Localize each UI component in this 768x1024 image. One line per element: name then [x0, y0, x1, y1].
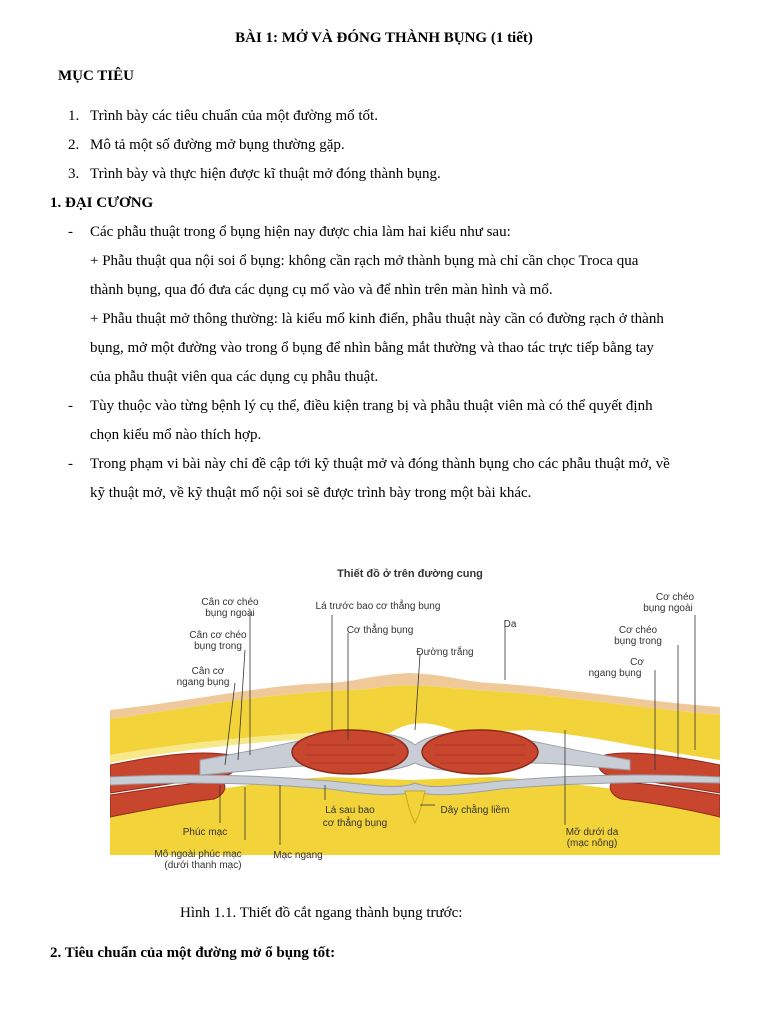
diagram-label: Cân cơ chéo — [189, 630, 247, 641]
right-rectus-muscle — [422, 730, 538, 774]
diagram-label: Đường trắng — [416, 647, 474, 658]
section2-heading: 2. Tiêu chuẩn của một đường mở ổ bụng tốt: — [50, 945, 336, 961]
diagram-label: Cân cơ — [191, 666, 225, 677]
paragraph-line: kỹ thuật mở, về kỹ thuật mổ nội soi sẽ được trình bày trong một bài khác. — [90, 485, 532, 501]
objectives-heading: MỤC TIÊU — [58, 68, 134, 84]
diagram-label: Lá sau bao — [325, 805, 375, 816]
diagram-label: Lá trước bao cơ thẳng bụng — [315, 601, 441, 612]
diagram-label: Mỡ dưới da — [565, 827, 619, 838]
paragraph-line: Các phẫu thuật trong ổ bụng hiện nay được chia làm hai kiểu như sau: — [90, 224, 511, 240]
diagram-label: bụng ngoài — [643, 603, 693, 614]
paragraph-line: + Phẫu thuật qua nội soi ổ bụng: không cần rạch mở thành bụng mà chỉ cần chọc Troca qua — [90, 253, 639, 269]
diagram-label: Cơ chéo — [655, 592, 695, 603]
paragraph-line: + Phẫu thuật mở thông thường: là kiểu mổ kinh điển, phẫu thuật này cần có đường rạch ở thành — [90, 311, 664, 327]
diagram-label: ngang bụng — [588, 668, 642, 679]
diagram-label: bụng trong — [194, 641, 242, 652]
diagram-label: Phúc mạc — [182, 827, 228, 838]
bullet-dash: - — [68, 224, 73, 240]
diagram-label: Mô ngoài phúc mạc — [154, 849, 242, 860]
paragraph-line: của phẫu thuật viên qua các dụng cụ phẫu thuật. — [90, 369, 379, 385]
paragraph-line: Trong phạm vi bài này chỉ đề cập tới kỹ thuật mở và đóng thành bụng cho các phẫu thuật mở, về — [90, 456, 670, 472]
diagram-label: Cơ — [630, 657, 644, 668]
figure-title: Thiết đồ ở trên đường cung — [337, 568, 483, 580]
diagram-label: Cơ chéo — [618, 625, 658, 636]
left-rectus-muscle — [292, 730, 408, 774]
paragraph-line: thành bụng, qua đó đưa các dụng cụ mổ vào và để nhìn trên màn hình và mổ. — [90, 282, 553, 298]
diagram-label: (dưới thanh mạc) — [164, 860, 242, 871]
bullet-dash: - — [68, 456, 73, 472]
diagram-label: bụng trong — [614, 636, 662, 647]
diagram-label: Dây chằng liềm — [440, 805, 510, 816]
figure-caption: Hình 1.1. Thiết đồ cắt ngang thành bụng trước: — [180, 905, 463, 921]
diagram-label: Cân cơ chéo — [201, 597, 259, 608]
abdominal-wall-diagram — [110, 555, 720, 875]
diagram-label: Cơ thẳng bụng — [346, 625, 414, 636]
diagram-label: Da — [503, 619, 517, 630]
diagram-label: ngang bụng — [176, 677, 230, 688]
section1-heading: 1. ĐẠI CƯƠNG — [50, 195, 154, 211]
objective-item: Trình bày các tiêu chuẩn của một đường mổ tốt. — [90, 108, 378, 124]
objective-number: 1. — [68, 108, 80, 124]
page-title: BÀI 1: MỞ VÀ ĐÓNG THÀNH BỤNG (1 tiết) — [235, 30, 533, 46]
diagram-label: cơ thẳng bụng — [322, 818, 388, 829]
objective-item: Trình bày và thực hiện được kĩ thuật mở đóng thành bụng. — [90, 166, 441, 182]
paragraph-line: Tùy thuộc vào từng bệnh lý cụ thể, điều kiện trang bị và phẫu thuật viên mà có thể quyết định — [90, 398, 653, 414]
objective-item: Mô tả một số đường mở bụng thường gặp. — [90, 137, 345, 153]
paragraph-line: bụng, mở một đường vào trong ổ bụng để nhìn bằng mắt thường và thao tác trực tiếp bằng tay — [90, 340, 654, 356]
paragraph-line: chọn kiểu mổ nào thích hợp. — [90, 427, 262, 443]
objective-number: 3. — [68, 166, 80, 182]
diagram-label: bụng ngoài — [205, 608, 255, 619]
diagram-label: (mạc nông) — [566, 838, 618, 849]
diagram-label: Mạc ngang — [273, 850, 323, 861]
bullet-dash: - — [68, 398, 73, 414]
objective-number: 2. — [68, 137, 80, 153]
